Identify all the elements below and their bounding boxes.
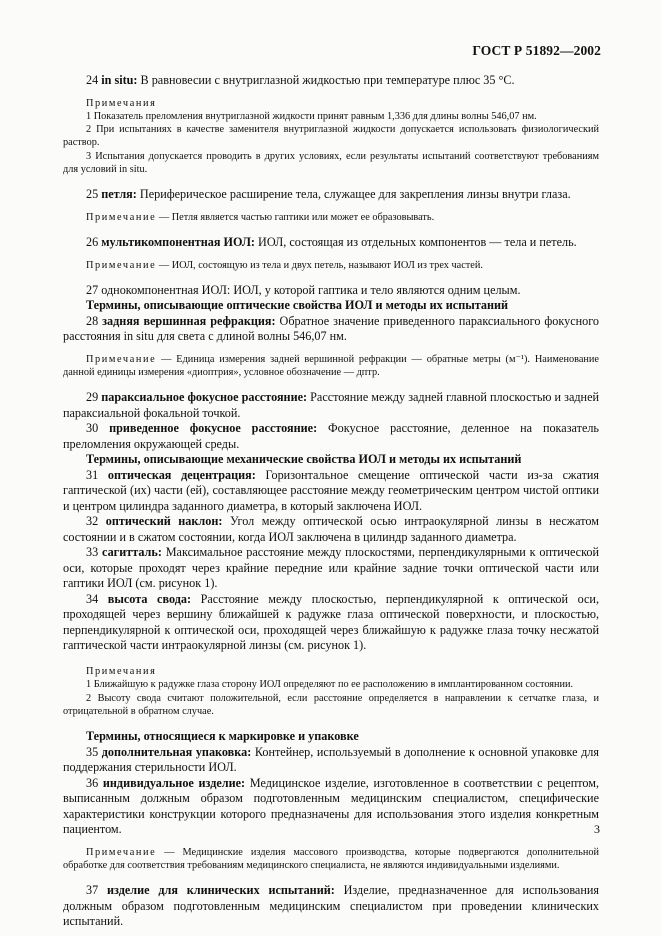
- note-36: Примечание — Медицинские изделия массового производства, которые подвергаются дополнительной обработке для соответствия требованиям медицинского специалиста, не являются индивидуальными изделиями.: [63, 846, 599, 871]
- term-31: 31 оптическая децентрация: Горизонтальное смещение оптической части из-за сжатия гаптической (их) части (ей), составляющее расстояние между геометрическим центром чистой оптики и центром цилиндра заданного диаметра, в который заключена ИОЛ.: [63, 467, 600, 513]
- term-30-name: приведенное фокусное расстояние:: [109, 421, 318, 436]
- term-34: 34 высота свода: Расстояние между плоскостью, перпендикулярной к оптической оси, проходящей через вершину ближайшей к радужке глаза оптической поверхности, и плоскостью, перпендикулярной к оптической оси, проходящей через ближайшую к радужке глаза точку несжатой гаптической части интраокулярной линзы (см. рисунок 1).: [63, 591, 599, 653]
- term-26-name: мультикомпонентная ИОЛ:: [101, 235, 255, 250]
- term-35: 35 дополнительная упаковка: Контейнер, используемый в дополнение к основной упаковке для поддержания стерильности ИОЛ.: [63, 744, 599, 775]
- term-25: 25 петля: Периферическое расширение тела, служащее для закрепления линзы внутри глаза.: [86, 187, 571, 202]
- term-29-name: параксиальное фокусное расстояние:: [101, 390, 308, 405]
- note-26: Примечание — ИОЛ, состоящую из тела и двух петель, называют ИОЛ из трех частей.: [86, 259, 483, 271]
- section-heading-mechanical: Термины, описывающие механические свойства ИОЛ и методы их испытаний: [86, 452, 522, 467]
- term-28: 28 задняя вершинная рефракция: Обратное значение приведенного параксиального фокусного расстояния in situ для света с длиной волны 546,07 нм.: [63, 313, 600, 344]
- term-27: 27 однокомпонентная ИОЛ: ИОЛ, у которой гаптика и тело являются одним целым.: [86, 282, 521, 297]
- note-24-2: 2 При испытаниях в качестве заменителя внутриглазной жидкости допускается использовать физиологический раствор.: [63, 124, 599, 149]
- term-29: 29 параксиальное фокусное расстояние: Расстояние между задней главной плоскостью и задней параксиальной фокальной точкой.: [63, 390, 600, 420]
- note-25: Примечание — Петля является частью гаптики или может ее образовывать.: [86, 211, 435, 223]
- term-26: 26 мультикомпонентная ИОЛ: ИОЛ, состоящая из отдельных компонентов — тела и петель.: [86, 235, 577, 250]
- note-28: Примечание — Единица измерения задней вершинной рефракции — обратные метры (м⁻¹). Наименование данной единицы измерения «диоптрия», условное обозначение — дптр.: [63, 353, 599, 379]
- term-32: 32 оптический наклон: Угол между оптической осью интраокулярной линзы в несжатом состоянии и в сжатом состоянии, когда ИОЛ заключена в цилиндр заданного диаметра.: [63, 514, 599, 544]
- note-34-1: 1 Ближайшую к радужке глаза сторону ИОЛ определяют по ее расположению в имплантированном состоянии.: [86, 679, 574, 691]
- note-34-2: 2 Высоту свода считают положительной, если расстояние определяется в направлении к сетчатке глаза, и отрицательной в обратном случае.: [63, 692, 599, 717]
- page-number: 3: [594, 822, 600, 836]
- term-24: 24 in situ: В равновесии с внутриглазной жидкостью при температуре плюс 35 °С.: [86, 73, 515, 87]
- term-36: 36 индивидуальное изделие: Медицинское изделие, изготовленное в соответствии с рецептом, выписанным должным образом подготовленным медицинским специалистом, специфические характеристики конструкции которого предназначены для использования этого изделия конкретным пациентом.: [63, 775, 600, 837]
- term-32-name: оптический наклон:: [105, 514, 223, 529]
- note-24-3: 3 Испытания допускается проводить в других условиях, если результаты испытаний соответствуют требованиям для условий in situ.: [63, 150, 599, 175]
- term-30: 30 приведенное фокусное расстояние: Фокусное расстояние, деленное на показатель преломления окружающей среды.: [63, 421, 599, 451]
- term-35-name: дополнительная упаковка:: [101, 744, 252, 759]
- section-heading-marking: Термины, относящиеся к маркировке и упаковке: [86, 729, 359, 744]
- term-34-name: высота свода:: [107, 591, 192, 606]
- term-25-name: петля:: [101, 187, 137, 202]
- term-37-name: изделие для клинических испытаний:: [107, 883, 335, 898]
- term-28-name: задняя вершинная рефракция:: [102, 313, 276, 328]
- note-24-1: 1 Показатель преломления внутриглазной жидкости принят равным 1,336 для длины волны 546,07 нм.: [86, 110, 537, 122]
- term-33: 33 сагитталь: Максимальное расстояние между плоскостями, перпендикулярными к оптической оси, которые проходят через крайние передние или крайние задние точки оптической части или гаптики ИОЛ (см. рисунок 1).: [63, 545, 600, 591]
- notes-label-24: Примечания: [86, 97, 157, 109]
- notes-label-34: Примечания: [86, 665, 157, 677]
- term-33-name: сагитталь:: [102, 545, 162, 560]
- section-heading-optical: Термины, описывающие оптические свойства ИОЛ и методы их испытаний: [86, 298, 509, 313]
- standard-number: ГОСТ Р 51892—2002: [472, 43, 601, 58]
- term-36-name: индивидуальное изделие:: [102, 775, 246, 790]
- term-31-name: оптическая децентрация:: [107, 467, 256, 482]
- term-37: 37 изделие для клинических испытаний: Изделие, предназначенное для использования должным образом подготовленным медицинским специалистом при проведении клинических испытаний.: [63, 883, 599, 929]
- terms-content: [63, 73, 599, 930]
- term-24-name: in situ:: [101, 73, 138, 87]
